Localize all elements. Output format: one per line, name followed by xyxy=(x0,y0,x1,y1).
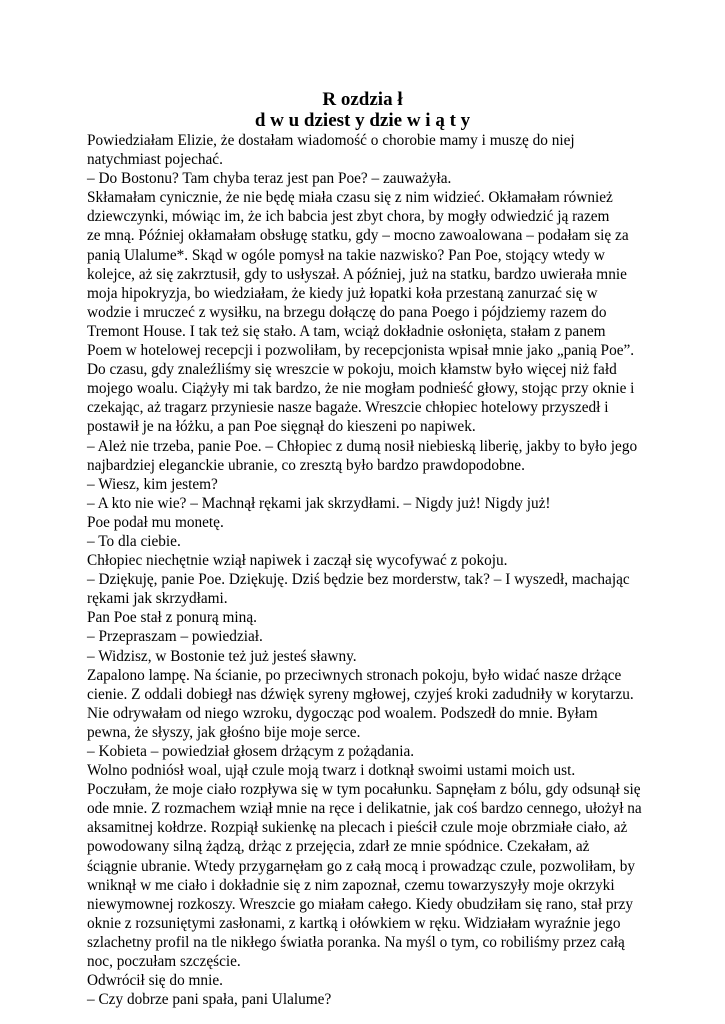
text-line: Poczułam, że moje ciało rozpływa się w tym pocałunku. Sapnęłam z bólu, gdy odsunął się xyxy=(87,781,641,799)
text-line: – To dla ciebie. xyxy=(87,532,181,550)
text-line: Chłopiec niechętnie wziął napiwek i zaczął się wycofywać z pokoju. xyxy=(87,552,508,570)
text-line: kolejce, aż się zakrztusił, gdy to usłyszał. A później, już na statku, bardzo uwierała mnie xyxy=(87,265,627,283)
text-line: mojego woalu. Ciążyły mi tak bardzo, że nie mogłam podnieść głowy, stojąc przy oknie i xyxy=(87,380,635,398)
text-line: Wolno podniósł woal, ujął czule moją twarz i dotknął swoimi ustami moich ust. xyxy=(87,762,576,780)
text-line: Powiedziałam Elizie, że dostałam wiadomość o chorobie mamy i muszę do niej xyxy=(87,132,575,149)
text-line: wniknął w me ciało i dokładnie się z nim zapoznał, czemu towarzyszyły moje okrzyki xyxy=(87,876,615,894)
text-line: czekając, aż tragarz przyniesie nasze bagaże. Wreszcie chłopiec hotelowy przyszedł i xyxy=(87,399,609,417)
text-line: Zapalono lampę. Na ścianie, po przeciwnych stronach pokoju, było widać nasze drżące xyxy=(87,666,622,684)
text-line: dziewczynki, mówiąc im, że ich babcia jest zbyt chora, by mogły odwiedzić ją razem xyxy=(87,208,610,226)
text-line: – Przepraszam – powiedział. xyxy=(87,628,263,646)
text-line: Nie odrywałam od niego wzroku, dygocząc pod woalem. Podszedł do mnie. Byłam xyxy=(87,704,598,722)
text-line: moja hipokryzja, bo wiedziałam, że kiedy już łopatki koła przestaną zanurzać się w xyxy=(87,284,598,302)
text-line: postawił je na łóżku, a pan Poe sięgnął do kieszeni po napiwek. xyxy=(87,418,476,436)
text-line: szlachetny profil na tle nikłego światła poranka. Na myśl o tym, co robiliśmy przez całą xyxy=(87,933,625,951)
text-line: pewna, że słyszy, jak głośno bije moje serce. xyxy=(87,723,361,741)
text-line: natychmiast pojechać. xyxy=(87,151,223,169)
text-line: Skłamałam cynicznie, że nie będę miała czasu się z nim widzieć. Okłamałam również xyxy=(87,189,613,207)
text-line: Pan Poe stał z ponurą miną. xyxy=(87,609,257,627)
text-line: – Wiesz, kim jestem? xyxy=(87,475,218,493)
text-line: – Do Bostonu? Tam chyba teraz jest pan Poe? – zauważyła. xyxy=(87,170,452,188)
text-line: ode mnie. Z rozmachem wziął mnie na ręce i delikatnie, jak coś bardzo cennego, ułożył na xyxy=(87,800,642,818)
text-line: – Widzisz, w Bostonie też już jesteś sławny. xyxy=(87,647,357,665)
text-line: najbardziej eleganckie ubranie, co zresztą było bardzo prawdopodobne. xyxy=(87,456,525,474)
text-line: – Kobieta – powiedział głosem drżącym z pożądania. xyxy=(87,743,415,760)
text-line: wodzie i mruczeć z wysiłku, na brzegu dołączę do pana Poego i pójdziemy razem do xyxy=(87,303,607,321)
text-line: noc, poczułam szczęście. xyxy=(87,953,241,971)
text-line: – Dziękuję, panie Poe. Dziękuję. Dziś będzie bez morderstw, tak? – I wyszedł, machając xyxy=(87,571,630,589)
text-line: powodowany silną żądzą, drżąc z przejęcia, zdarł ze mnie spódnice. Czekałam, aż xyxy=(87,838,590,856)
text-line: cienie. Z oddali dobiegł nas dźwięk syreny mgłowej, czyjeś kroki zadudniły w korytarzu. xyxy=(87,685,634,703)
text-line: – Czy dobrze pani spała, pani Ulalume? xyxy=(87,991,332,1009)
text-line: panią Ulalume*. Skąd w ogóle pomysł na takie nazwisko? Pan Poe, stojący wtedy w xyxy=(87,246,605,264)
text-line: Do czasu, gdy znaleźliśmy się wreszcie w pokoju, moich kłamstw było więcej niż fałd xyxy=(87,361,617,379)
text-line: ściągnie ubranie. Wtedy przygarnęłam go z całą mocą i prowadząc czule, pozwoliłam, by xyxy=(87,857,636,875)
text-line: Poem w hotelowej recepcji i pozwoliłam, by recepcjonista wpisał mnie jako „panią Poe”. xyxy=(87,342,635,360)
text-line: Poe podał mu monetę. xyxy=(87,513,224,531)
text-line: rękami jak skrzydłami. xyxy=(87,590,228,608)
text-line: – Ależ nie trzeba, panie Poe. – Chłopiec z dumą nosił niebieską liberię, jakby to było jego xyxy=(87,437,638,455)
text-line: Tremont House. I tak też się stało. A tam, wciąż dokładnie osłonięta, stałam z panem xyxy=(87,322,606,340)
chapter-body xyxy=(87,131,682,1009)
text-line: Odwrócił się do mnie. xyxy=(87,972,223,990)
text-line: – A kto nie wie? – Machnął rękami jak skrzydłami. – Nigdy już! Nigdy już! xyxy=(87,494,551,512)
text-line: ze mną. Później okłamałam obsługę statku, gdy – mocno zawoalowana – podałam się za xyxy=(87,227,629,245)
chapter-title-line-1: R ozdzia ł xyxy=(322,89,403,110)
text-line: aksamitnej kołdrze. Rozpiął sukienkę na plecach i pieścił czule moje obrzmiałe ciało, aż xyxy=(87,819,628,837)
text-line: niewymownej rozkoszy. Wreszcie go miałam całego. Kiedy obudziłam się rano, stał przy xyxy=(87,895,634,913)
chapter-title-line-2: d w u dziest y dzie w i ą t y xyxy=(254,110,471,131)
text-line: oknie z rozsuniętymi zasłonami, z kartką i ołówkiem w ręku. Widziałam wyraźnie jego xyxy=(87,914,621,932)
